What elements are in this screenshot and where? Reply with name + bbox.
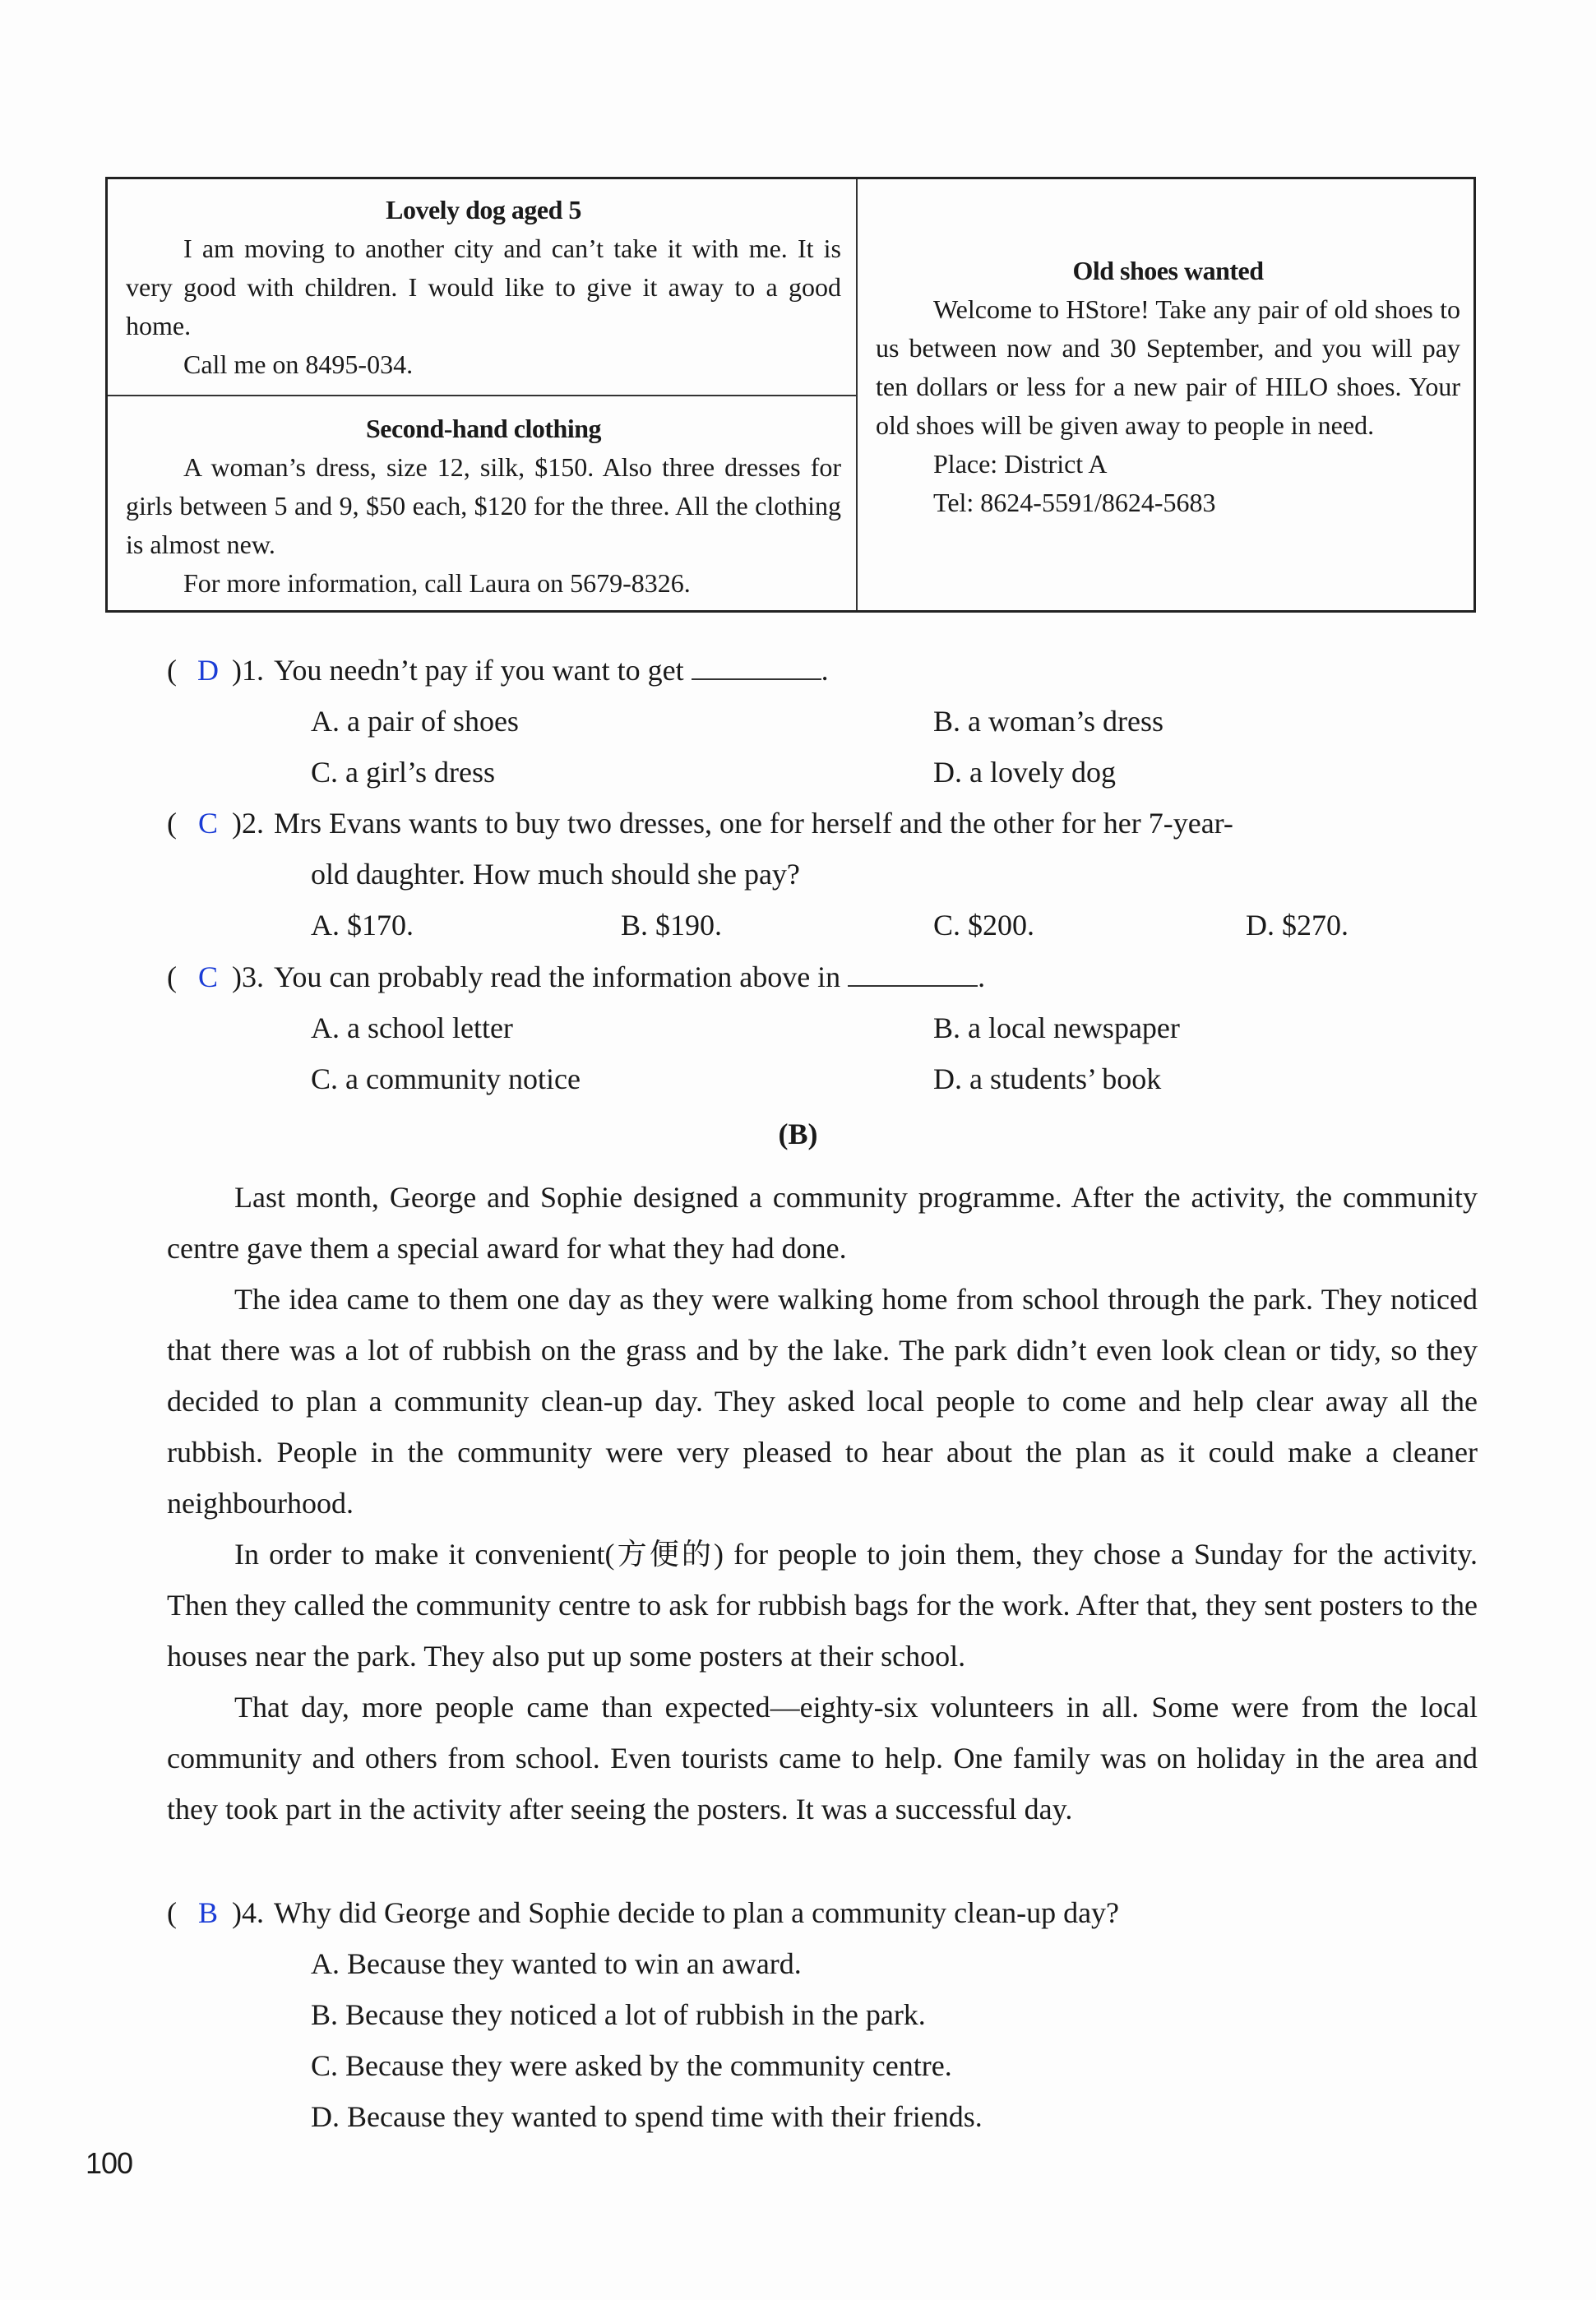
question-number: 1. (242, 654, 264, 687)
option-b: B. Because they noticed a lot of rubbish in the park. (311, 1998, 926, 2031)
option-b: B. a woman’s dress (933, 705, 1163, 738)
option-a: A. $170. (311, 909, 414, 942)
notice-contact: For more information, call Laura on 5679-8326. (183, 568, 691, 598)
option-d: D. a lovely dog (933, 756, 1116, 789)
notice-place: Place: District A (933, 449, 1108, 479)
question-1: ( D )1. You needn’t pay if you want to get . (167, 645, 1483, 696)
answer-blank (848, 960, 978, 987)
notice-title: Old shoes wanted (1072, 256, 1264, 285)
answer-blank (692, 654, 821, 680)
notice-body: A woman’s dress, size 12, silk, $150. Also three dresses for girls between 5 and 9, $50 each, $120 for the three. All the clothing is almost new. (126, 452, 841, 559)
answer-bracket: ( D )1. (167, 645, 274, 696)
notice-divider (108, 395, 856, 396)
question-number: 4. (242, 1896, 264, 1929)
notice-tel: Tel: 8624-5591/8624-5683 (933, 488, 1216, 517)
question-text: Why did George and Sophie decide to plan a community clean-up day? (274, 1896, 1120, 1929)
answer-mark: C (197, 807, 218, 840)
question-text: Mrs Evans wants to buy two dresses, one for herself and the other for her 7-year- (274, 807, 1233, 840)
option-d: D. $270. (1246, 909, 1349, 942)
passage-paragraph: Last month, George and Sophie designed a community programme. After the activity, the community centre gave them a special award for what they had done. (167, 1181, 1478, 1265)
answer-mark: C (197, 960, 218, 993)
notice-body: I am moving to another city and can’t take it with me. It is very good with children. I would like to give it away to a good home. (126, 234, 841, 340)
question-text: You needn’t pay if you want to get (274, 654, 684, 687)
option-c: C. a girl’s dress (311, 756, 495, 789)
question-3: ( C )3. You can probably read the information above in . (167, 951, 1483, 1002)
page-number: 100 (86, 2146, 133, 2180)
option-b: B. $190. (621, 909, 723, 942)
question-text-continued: old daughter. How much should she pay? (311, 858, 800, 891)
notice-lovely-dog (108, 191, 856, 384)
option-a: A. a pair of shoes (311, 705, 519, 738)
passage-paragraph: That day, more people came than expected—eighty-six volunteers in all. Some were from the local community and others from school. Even tourists came to help. One family was on holiday in the area and they took part in the activity after seeing the posters. It was a successful day. (167, 1691, 1478, 1826)
option-b: B. a local newspaper (933, 1011, 1180, 1044)
option-d: D. a students’ book (933, 1062, 1162, 1095)
reading-passage (167, 1172, 1478, 1835)
answer-bracket: ( C )3. (167, 951, 274, 1002)
notices-box (105, 177, 1476, 613)
section-heading: (B) (778, 1118, 818, 1150)
notice-body: Welcome to HStore! Take any pair of old shoes to us between now and 30 September, and you will pay ten dollars or less for a new pair of HILO shoes. Your old shoes will be given away to people in need. (876, 294, 1460, 440)
answer-mark: B (197, 1896, 218, 1929)
option-c: C. a community notice (311, 1062, 581, 1095)
question-2 (167, 798, 1483, 849)
passage-paragraph: The idea came to them one day as they were walking home from school through the park. They noticed that there was a lot of rubbish on the grass and by the lake. The park didn’t even look clean or tidy, so they decided to plan a community clean-up day. They asked local people to come and help clear away all the rubbish. People in the community were very pleased to hear about the plan as it could make a cleaner neighbourhood. (167, 1283, 1478, 1520)
notice-second-hand-clothing (108, 410, 856, 603)
option-a: A. Because they wanted to win an award. (311, 1947, 802, 1980)
answer-mark: D (197, 654, 219, 687)
option-a: A. a school letter (311, 1011, 513, 1044)
notice-old-shoes (858, 252, 1473, 522)
notice-title: Lovely dog aged 5 (386, 195, 581, 224)
question-4 (167, 1887, 1483, 1938)
notice-title: Second-hand clothing (365, 414, 602, 443)
option-d: D. Because they wanted to spend time with their friends. (311, 2100, 983, 2133)
option-c: C. Because they were asked by the community centre. (311, 2049, 952, 2082)
question-number: 3. (242, 960, 264, 993)
notices-left-column (108, 179, 858, 610)
answer-bracket: ( B )4. (167, 1887, 274, 1938)
notice-contact: Call me on 8495-034. (183, 349, 414, 379)
option-c: C. $200. (933, 909, 1035, 942)
notices-right-column (858, 179, 1473, 610)
passage-paragraph: In order to make it convenient(方便的) for people to join them, they chose a Sunday for the activity. Then they called the community centre to ask for rubbish bags for the work. After that, they sent posters to the houses near the park. They also put up some posters at their school. (167, 1538, 1478, 1673)
question-text: You can probably read the information above in (274, 960, 841, 993)
question-number: 2. (242, 807, 264, 840)
answer-bracket: ( C )2. (167, 798, 274, 849)
